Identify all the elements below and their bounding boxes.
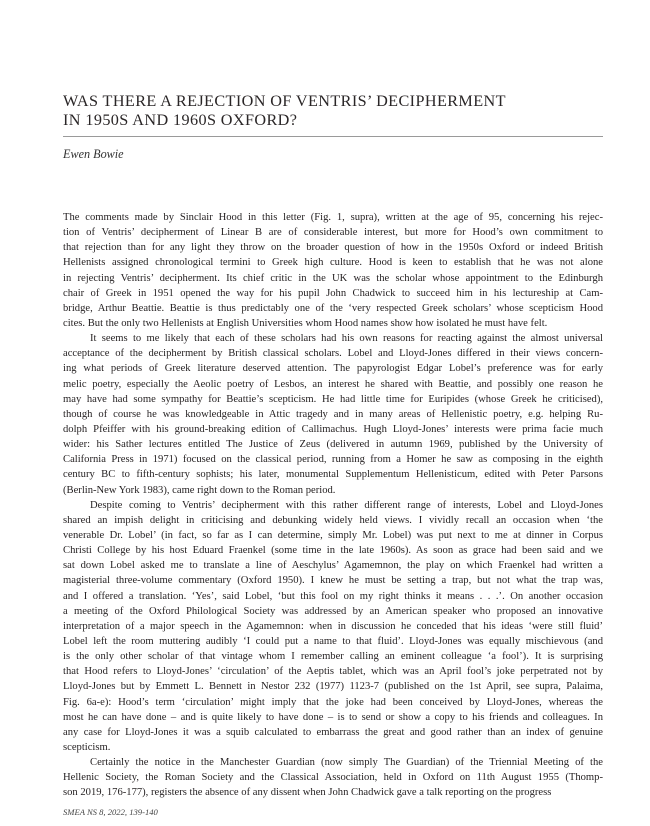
text-line: Hellenic Society, the Roman Society and the Classical Association, held in Oxford on 11th August 1955 (Thomp- bbox=[63, 772, 603, 784]
text-line: that Hood refers to Lloyd-Jones’ ‘circulation’ of the Aeptis tablet, which was an April fool’s joke perpetrated not by bbox=[63, 666, 603, 678]
text-line: that rejection than for any light they throw on the broader question of how in the 1950s Oxford or indeed British bbox=[63, 242, 603, 254]
text-line: son 2019, 176-177), registers the absence of any dissent when John Chadwick gave a talk reporting on the progress bbox=[63, 787, 552, 799]
text-line: wider: his Sather lectures entitled The Justice of Zeus (delivered in autumn 1969, published by the University of bbox=[63, 439, 603, 451]
text-line: chair of Greek in 1951 opened the way for his pupil John Chadwick to succeed him in his lectureship at Cam- bbox=[63, 287, 603, 299]
text-line: and I offered a translation. ‘Yes’, said Lobel, ‘but this fool on my right thinks it means . . .’. On another occasion bbox=[63, 590, 603, 602]
text-line: The comments made by Sinclair Hood in this letter (Fig. 1, supra), written at the age of 95, concerning his rejec- bbox=[63, 212, 603, 223]
paragraph bbox=[63, 755, 603, 800]
title-rule bbox=[63, 136, 603, 137]
paragraph bbox=[63, 331, 603, 498]
text-line: century BC to fifth-century sophists; his later, monumental Supplementum Hellenisticum, edited with Peter Parsons bbox=[63, 469, 603, 481]
text-line: sat down Lobel asked me to translate a line of Aeschylus’ Agamemnon, the play on which Fraenkel had written a bbox=[63, 560, 603, 572]
text-line: Lobel left the room muttering audibly ‘I could put a name to that fluid’. Lloyd-Jones was equally mischievous (and bbox=[63, 635, 603, 647]
text-line: bridge, Arthur Beattie. Beattie is thus predictably one of the ‘very respected Greek scholars’ whose scepticism Hood bbox=[63, 302, 603, 314]
text-line: in rejecting Ventris’ decipherment. Its chief critic in the UK was the scholar whose appointment to the Edinburgh bbox=[63, 272, 603, 284]
text-line: most he can have done – and is quite likely to have done – is to send or show a copy to his friends and colleagues. In bbox=[63, 711, 603, 723]
text-line: melic poetry, especially the Aeolic poetry of Lesbos, an interest he shared with Beattie, and possibly one reason he bbox=[63, 378, 603, 390]
text-line: ing what periods of Greek literature deserved attention. The papyrologist Edgar Lobel’s preference was for early bbox=[63, 363, 603, 375]
text-line: is the only other scholar of that vintage whom I remember calling an eminent colleague ‘a fool’). It is surprising bbox=[63, 651, 603, 663]
text-line: Christi College by his host Eduard Fraenkel (some time in the late 1960s). As soon as grace had been said and we bbox=[63, 545, 603, 557]
text-line: Hellenists assigned chronological termini to Greek high culture. Hood is keen to establish that he was not alone bbox=[63, 257, 603, 269]
text-line: Certainly the notice in the Manchester Guardian (now simply The Guardian) of the Triennial Meeting of the bbox=[90, 757, 603, 769]
text-line: Fig. 6a-e): Hood’s term ‘circulation’ might imply that the joke had been conceived by Lloyd-Jones, whereas the bbox=[63, 696, 603, 708]
text-line: dolph Pfeiffer with his ground-breaking edition of Callimachus. Hugh Lloyd-Jones’ interests were prima facie much bbox=[63, 423, 603, 435]
text-line: venerable Dr. Lobel’ (in fact, so far as I can determine, simply Mr. Lobel) was put next to me at dinner in Corpus bbox=[63, 529, 603, 541]
text-line: tion of Ventris’ decipherment of Linear B are of considerable interest, but more for Hood’s own commitment to bbox=[63, 227, 603, 239]
text-line: Lloyd-Jones but by Emmett L. Bennett in Nestor 232 (1977) 1123-7 (published on the 1st April, see supra, Palaima, bbox=[63, 681, 603, 693]
text-line: magisterial three-volume commentary (Oxford 1950). I knew he must be setting a trap, but not what the trap was, bbox=[63, 575, 603, 587]
article-body bbox=[63, 210, 603, 800]
text-line: Despite coming to Ventris’ decipherment with this rather different range of interests, Lobel and Lloyd-Jones bbox=[90, 499, 603, 511]
text-line: any case for Lloyd-Jones it was a squib calculated to embarrass the great and good rather than an index of genuine bbox=[63, 726, 603, 738]
text-line: a meeting of the Oxford Philological Society was addressed by an American speaker who proposed an innovative bbox=[63, 605, 603, 617]
text-line: (Berlin-New York 1983), came right down to the Roman period. bbox=[63, 484, 336, 496]
paragraph bbox=[63, 498, 603, 755]
author-name: Ewen Bowie bbox=[63, 147, 124, 161]
text-line: shared an impish delight in criticising and debunking widely held views. I vividly recall an occasion when ‘the bbox=[63, 514, 603, 526]
text-line: interpretation of a major speech in the Agamemnon: when in discussion he conceded that his ideas ‘were still fluid’ bbox=[63, 620, 603, 632]
paragraph bbox=[63, 210, 603, 331]
journal-citation: SMEA NS 8, 2022, 139-140 bbox=[63, 807, 158, 817]
text-line: acceptance of the decipherment by British classical scholars. Lobel and Lloyd-Jones differed in their views concern- bbox=[63, 348, 603, 360]
text-line: cites. But the only two Hellenists at English Universities whom Hood names show how isolated he must have felt. bbox=[63, 317, 548, 329]
title-line: IN 1950S AND 1960S OXFORD? bbox=[63, 110, 298, 129]
text-line: It seems to me likely that each of these scholars had his own reasons for reacting against the almost universal bbox=[90, 333, 603, 345]
text-line: though of course he was knowledgeable in Attic tragedy and in many areas of Hellenistic poetry, e.g. helping Ru- bbox=[63, 408, 603, 420]
text-line: California Press in 1971) focused on the classical period, running from a Homer he saw as composing in the eighth bbox=[63, 454, 603, 466]
article-title bbox=[63, 92, 603, 129]
text-line: may have had some sympathy for Beattie’s scepticism. He had little time for Euripides (whose Greek he criticised), bbox=[63, 393, 603, 405]
title-line: WAS THERE A REJECTION OF VENTRIS’ DECIPHERMENT bbox=[63, 92, 506, 110]
text-line: scepticism. bbox=[63, 741, 111, 753]
